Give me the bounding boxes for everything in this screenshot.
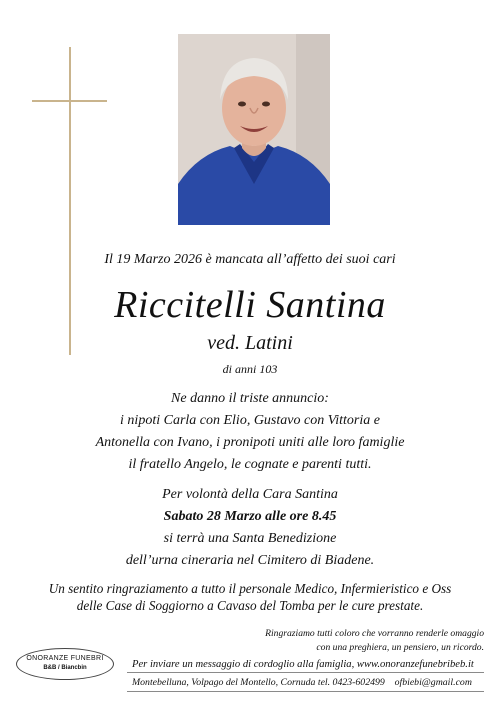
funeral-home-address: Montebelluna, Volpago del Montello, Cornuda tel. 0423-602499 ofbiebi@gmail.com <box>132 677 472 688</box>
gratitude-line: con una preghiera, un pensiero, un ricordo. <box>316 642 484 653</box>
cross-horizontal-bar <box>32 100 107 102</box>
condolence-message-info: Per inviare un messaggio di cordoglio alla famiglia, www.onoranzefunebribeb.it <box>132 659 474 670</box>
death-date-line: Il 19 Marzo 2026 è mancata all’affetto dei suoi cari <box>104 252 396 267</box>
portrait-illustration <box>178 34 330 225</box>
announcement-line: Antonella con Ivano, i pronipoti uniti alle loro famiglie <box>95 435 405 450</box>
funeral-line: Per volontà della Cara Santina <box>162 487 338 502</box>
funeral-date: Sabato 28 Marzo alle ore 8.45 <box>163 509 337 524</box>
logo-title: ONORANZE FUNEBRI <box>26 655 104 662</box>
deceased-name: Riccitelli Santina <box>114 284 386 326</box>
gratitude-line: Ringraziamo tutti coloro che vorranno renderle omaggio <box>265 628 484 639</box>
announcement-line: i nipoti Carla con Elio, Gustavo con Vittoria e <box>120 413 380 428</box>
announcement-line: il fratello Angelo, le cognate e parenti tutti. <box>128 457 372 472</box>
thanks-line: Un sentito ringraziamento a tutto il personale Medico, Infermieristico e Oss <box>48 581 452 596</box>
footer-divider <box>127 672 484 673</box>
funeral-home-logo <box>16 648 114 680</box>
logo-subtitle: B&B / Biancbin <box>43 665 87 671</box>
deceased-age: di anni 103 <box>222 362 278 376</box>
portrait-photo <box>178 34 330 225</box>
footer-divider <box>127 691 484 692</box>
funeral-line: si terrà una Santa Benedizione <box>163 531 337 546</box>
thanks-line: delle Case di Soggiorno a Cavaso del Tomba per le cure prestate. <box>76 598 424 613</box>
announcement-line: Ne danno il triste annuncio: <box>171 391 329 406</box>
married-name: ved. Latini <box>207 332 293 354</box>
funeral-line: dell’urna cineraria nel Cimitero di Biadene. <box>125 553 375 568</box>
